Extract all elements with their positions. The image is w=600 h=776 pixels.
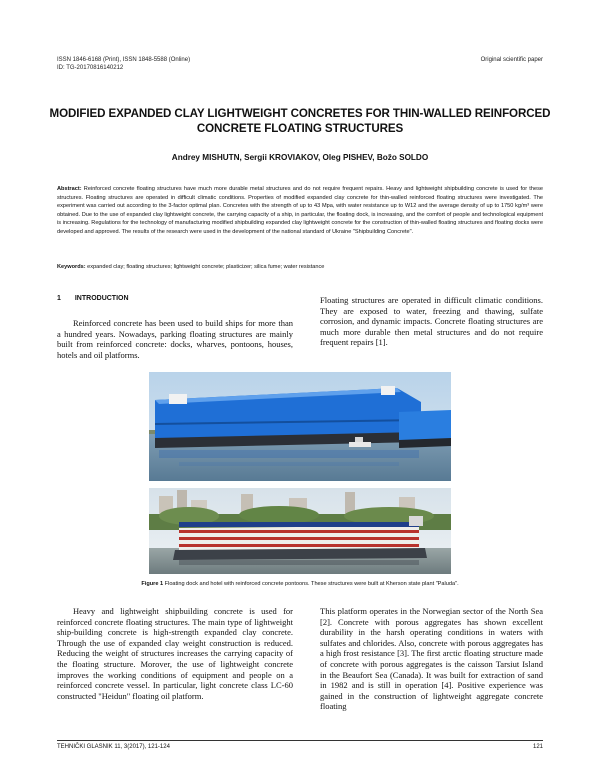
body-left-paragraph: Heavy and lightweight shipbuilding concrete is used for reinforced concrete floating structures. The main type of lightweight ship-building concrete is high-strength expanded clay concrete. Through the use of expanded clay weight construction is reduced. Reducing the weight of structures increases the carrying capacity of the floating structure. Morover, the use of lightweight concrete improves the working conditions of equipment and people on a reinforced concrete vessel. In particular, light concrete class LC-60 constructed "Heidun" floating oil platform. (57, 606, 293, 701)
keywords-text: expanded clay; floating structures; lightweight concrete; plasticizer; silica fume; water resistance (85, 264, 325, 270)
figure-label: Figure 1 (141, 581, 164, 587)
keywords (57, 263, 543, 271)
figure-caption (57, 581, 543, 587)
section-heading (57, 295, 129, 302)
intro-right-paragraph: Floating structures are operated in difficult climatic conditions. They are exposed to water, freezing and thawing, sulfate corrosion, and dynamic impacts. Concrete floating structures are much more durable then metal structures and do not require frequent repairs [1]. (320, 295, 543, 348)
issn-line: ISSN 1846-6168 (Print), ISSN 1848-5588 (Online) (57, 57, 191, 63)
footer-rule (57, 740, 543, 741)
footer-journal: TEHNIČKI GLASNIK 11, 3(2017), 121-124 (57, 744, 170, 750)
floating-dock-photo (149, 372, 451, 481)
title-line-1: MODIFIED EXPANDED CLAY LIGHTWEIGHT CONCRETES FOR THIN-WALLED REINFORCED (49, 107, 551, 120)
paper-type: Original scientific paper (480, 57, 543, 63)
abstract (57, 185, 543, 237)
title-line-2: CONCRETE FLOATING STRUCTURES (196, 122, 404, 135)
keywords-label: Keywords: (57, 264, 86, 270)
body-right-paragraph: This platform operates in the Norwegian sector of the North Sea [2]. Concrete with porous aggregates has shown excellent durability in the harsh operating conditions in waters with sulfates and chlorides. Also, concrete with porous aggregates has a high frost resistance [3]. The first arctic floating structure made of concrete with porous aggregates is the caisson Tarsiut Island in the Beaufort Sea (Canada). It was built for extraction of sand in 1982 and is still in operation [4]. Positive experience was gained in the construction of lightweight aggregate concrete floating (320, 606, 543, 712)
doi-line: ID: TG-20170816140212 (57, 65, 124, 71)
authors: Andrey MISHUTN, Sergii KROVIAKOV, Oleg PISHEV, Božo SOLDO (171, 153, 429, 162)
paper-title (40, 106, 560, 136)
floating-hotel-photo (149, 488, 451, 574)
section-number: 1 (57, 295, 61, 302)
abstract-label: Abstract: (57, 186, 82, 192)
intro-left-paragraph: Reinforced concrete has been used to build ships for more than a hundred years. Nowadays, parking floating structures are mainly built from reinforced concrete: docks, wharves, pontoons, houses, hotels and oil platforms. (57, 318, 293, 360)
abstract-text: Reinforced concrete floating structures have much more durable metal structures and do not require frequent repairs. Heavy and lightweight shipbuilding concrete is used for these structures. Floating structures are operated in difficult climatic conditions. Properties of modified expanded clay concrete for thin-walled reinforced floating structures were investigated. The experiment was carried out according to the 3-factor optimal plan. Concretes with the strength of up to 43 Mpa, with water resistance up to W12 and the average density of up to 1750 kg/m³ were obtained. Due to the use of expanded clay lightweight concrete, the carrying capacity of a ship, in particular, the floating dock, is increasing, and the comfort of people and technological equipment is increasing. Regulations for the technology of manufacturing modified shipbuilding expanded clay lightweight concrete for the construction of thin-walled floating structures and floating docks were developed and approved. The results of the research were used in the development of the national standard of Ukraine "Shipbuilding Concrete". (57, 186, 543, 235)
footer-page-number: 121 (532, 744, 543, 750)
figure-caption-text: Floating dock and hotel with reinforced concrete pontoons. These structures were built at Kherson state plant "Paluda". (163, 581, 459, 587)
section-title: INTRODUCTION (74, 295, 129, 302)
